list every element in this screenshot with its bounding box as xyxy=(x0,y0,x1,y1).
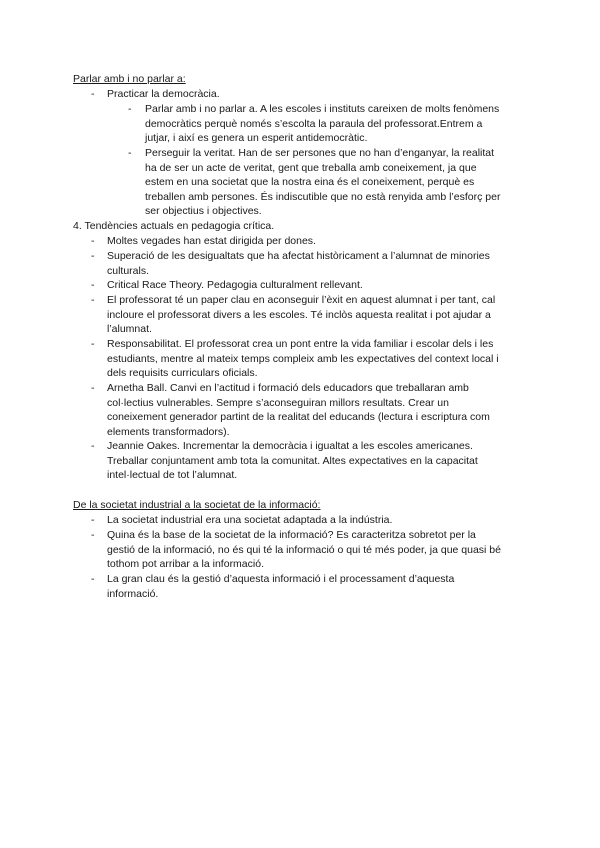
bullet-dash: - xyxy=(91,514,95,526)
text-line: jutjar, i així es genera un esperit antidemocràtic. xyxy=(145,132,368,145)
text-line: estem en una societat que la nostra eina és el coneixement, perquè es xyxy=(145,176,475,189)
list-item xyxy=(91,528,537,572)
list-item xyxy=(91,293,537,337)
list-item xyxy=(91,234,537,249)
text-line: Jeannie Oakes. Incrementar la democràcia i igualtat a les escoles americanes. xyxy=(107,440,473,452)
text-line: elements transformadors). xyxy=(107,425,230,438)
section-heading-parlar: Parlar amb i no parlar a: xyxy=(73,73,186,85)
text-line: dels requisits curriculars oficials. xyxy=(107,367,258,380)
text-line: culturals. xyxy=(107,264,150,277)
list-item xyxy=(91,249,537,278)
bullet-dash: - xyxy=(91,250,95,262)
section-heading-societat: De la societat industrial a la societat de la informació: xyxy=(73,499,321,511)
text-line: La gran clau és la gestió d’aquesta informació i el processament d’aquesta xyxy=(107,573,455,585)
bullet-dash: - xyxy=(91,382,95,394)
text-line: Perseguir la veritat. Han de ser persones que no han d’enganyar, la realitat xyxy=(145,147,495,159)
list-item xyxy=(91,439,537,483)
text-line: tothom pot arribar a la informació. xyxy=(107,558,264,571)
text-line: Moltes vegades han estat dirigida per dones. xyxy=(107,235,316,247)
text-line: intel·lectual de tot l’alumnat. xyxy=(107,469,238,482)
text-line: informació. xyxy=(107,587,159,600)
bullet-dash: - xyxy=(91,235,95,247)
bullet-dash: - xyxy=(91,529,95,541)
bullet-dash: - xyxy=(91,573,95,585)
text-line: ser objectius i objectives. xyxy=(145,205,262,218)
sub-list-item xyxy=(128,146,538,219)
text-line: estudiants, mentre al mateix temps compleix amb les expectatives del context local i xyxy=(107,352,499,365)
text-line: incloure el professorat divers a les escoles. Té inclòs aquesta realitat i pot ajudar a xyxy=(107,308,491,321)
text-line: La societat industrial era una societat adaptada a la indústria. xyxy=(107,514,393,526)
list-item xyxy=(91,337,537,381)
text-line: El professorat té un paper clau en aconseguir l’èxit en aquest alumnat i per tant, cal xyxy=(107,294,496,306)
bullet-dash: - xyxy=(128,147,132,159)
text-line: Critical Race Theory. Pedagogia culturalment rellevant. xyxy=(107,279,363,291)
text-line: democràtics perquè només s’escolta la paraula del professorat.Entrem a xyxy=(145,117,483,130)
text-line: Parlar amb i no parlar a. A les escoles i instituts careixen de molts fenòmens xyxy=(145,103,500,115)
section-heading-tendencies: 4. Tendències actuals en pedagogia crítica. xyxy=(73,220,275,232)
text-line: gestió de la informació, no és qui té la informació o qui té més poder, ja que quasi bé xyxy=(107,543,501,556)
sub-list-item xyxy=(128,102,538,146)
bullet-dash: - xyxy=(91,338,95,350)
text-line: ha de ser un acte de veritat, gent que treballa amb coneixement, ja que xyxy=(145,161,477,174)
bullet-dash: - xyxy=(91,294,95,306)
list-item xyxy=(91,87,537,102)
text-line: l’alumnat. xyxy=(107,323,152,336)
list-item xyxy=(91,381,537,439)
text-line: Treballar conjuntament amb tota la comunitat. Altes expectatives en la capacitat xyxy=(107,454,478,467)
bullet-dash: - xyxy=(128,103,132,115)
bullet-dash: - xyxy=(91,88,95,100)
text-line: coneixement generador partint de la realitat del educands (lectura i escriptura com xyxy=(107,411,490,424)
text-line: col·lectius vulnerables. Sempre s’aconseguiran millors resultats. Crear un xyxy=(107,396,449,409)
list-item xyxy=(91,572,537,601)
list-item-text: Practicar la democràcia. xyxy=(107,88,220,100)
list-item xyxy=(91,278,537,293)
text-line: Arnetha Ball. Canvi en l’actitud i formació dels educadors que treballaran amb xyxy=(107,382,469,394)
bullet-dash: - xyxy=(91,440,95,452)
text-line: Responsabilitat. El professorat crea un pont entre la vida familiar i escolar dels i les xyxy=(107,338,494,350)
bullet-dash: - xyxy=(91,279,95,291)
text-line: Quina és la base de la societat de la informació? Es caracteritza sobretot per la xyxy=(107,529,476,541)
text-line: Superació de les desigualtats que ha afectat històricament a l’alumnat de minories xyxy=(107,250,490,262)
list-item xyxy=(91,513,537,528)
text-line: treballen amb persones. És indiscutible que no està renyida amb l’esforç per xyxy=(145,190,501,203)
